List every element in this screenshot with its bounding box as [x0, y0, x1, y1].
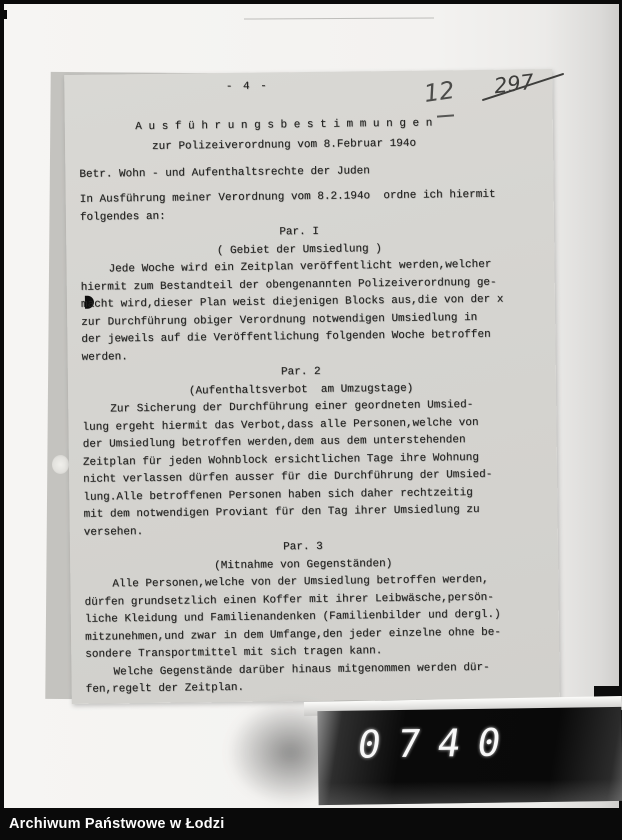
- document-line: Par. I: [279, 225, 319, 239]
- document-line: Jede Woche wird ein Zeitplan veröffentlicht werden,welcher: [108, 258, 492, 276]
- document-line: mit dem notwendigen Proviant für den Tag ihrer Umsiedlung zu: [83, 503, 480, 521]
- document-line: sondere Transportmittel mit sich tragen kann.: [85, 645, 383, 661]
- handwritten-crossed-number: 297: [492, 69, 536, 99]
- counter-display: 0740: [354, 720, 521, 767]
- counter-device: [317, 707, 622, 805]
- document-line: hiermit zum Bestandteil der obengenannten Polizeiverordnung ge-: [80, 276, 497, 294]
- document-line: (Mitnahme von Gegenständen): [213, 557, 393, 572]
- document-line: mitzunehmen,und zwar in dem Umfange,den jeder einzelne ohne be-: [84, 626, 501, 644]
- document-line: dürfen grundsetzlich einen Koffer mit ihrer Leibwäsche,persön-: [84, 591, 494, 609]
- document-line: (Aufenthaltsverbot am Umzugstage): [188, 382, 414, 398]
- document-line: lung ergeht hiermit das Verbot,dass alle Personen,welche von: [82, 416, 479, 434]
- underlying-hole-punch-mark: [52, 455, 69, 474]
- document-line: Alle Personen,welche von der Umsiedlung betroffen werden,: [112, 573, 489, 591]
- document-line: Zur Sicherung der Durchführung einer geordneten Umsied-: [110, 399, 474, 416]
- document-line: Welche Gegenstände darüber hinaus mitgenommen werden dür-: [113, 661, 490, 678]
- document-text: [78, 75, 548, 699]
- document-line: liche Kleidung und Familienandenken (Familienbilder und dergl.): [84, 608, 501, 626]
- frame-notch: [0, 10, 7, 19]
- archive-footer-label: Archiwum Państwowe w Łodzi: [9, 816, 225, 832]
- document-line: folgendes an:: [79, 210, 166, 224]
- document-line: macht wird,dieser Plan weist diejenigen Blocks aus,die von der x: [80, 293, 504, 311]
- document-line: versehen.: [83, 525, 144, 539]
- paper-edge-line: [244, 18, 434, 20]
- handwritten-number: 12: [422, 76, 457, 108]
- document-line: Par. 2: [280, 365, 321, 379]
- document-line: Betr. Wohn - und Aufenthaltsrechte der Juden: [79, 164, 370, 181]
- document-line: Zeitplan für jeden Wohnblock ersichtlichen Tage ihre Wohnung: [82, 451, 480, 469]
- document-line: A u s f ü h r u n g s b e s t i m m u n g e n: [135, 117, 433, 133]
- document-line: nicht verlassen dürfen ausser für die Durchführung der Umsied-: [83, 468, 493, 486]
- document-line: - 4 -: [225, 80, 269, 94]
- document-line: lung.Alle betroffenen Personen haben sich daher rechtzeitig: [83, 486, 473, 504]
- document-line: der Umsiedlung betroffen werden,dem aus dem unterstehenden: [82, 434, 466, 451]
- document-line: zur Polizeiverordnung vom 8.Februar 194o: [151, 137, 417, 153]
- document-line: der jeweils auf die Veröffentlichung folgenden Woche betroffen: [81, 328, 491, 346]
- document-page: [64, 69, 560, 704]
- document-line: Par. 3: [283, 540, 323, 554]
- document-line: fen,regelt der Zeitplan.: [85, 681, 245, 696]
- document-line: zur Durchführung obiger Verordnung notwendigen Umsiedlung in: [81, 311, 478, 329]
- document-line: In Ausführung meiner Verordnung vom 8.2.194o ordne ich hiermit: [79, 188, 496, 206]
- document-line: ( Gebiet der Umsiedlung ): [216, 242, 382, 257]
- document-line: werden.: [81, 350, 128, 364]
- archive-footer-band: [0, 808, 622, 840]
